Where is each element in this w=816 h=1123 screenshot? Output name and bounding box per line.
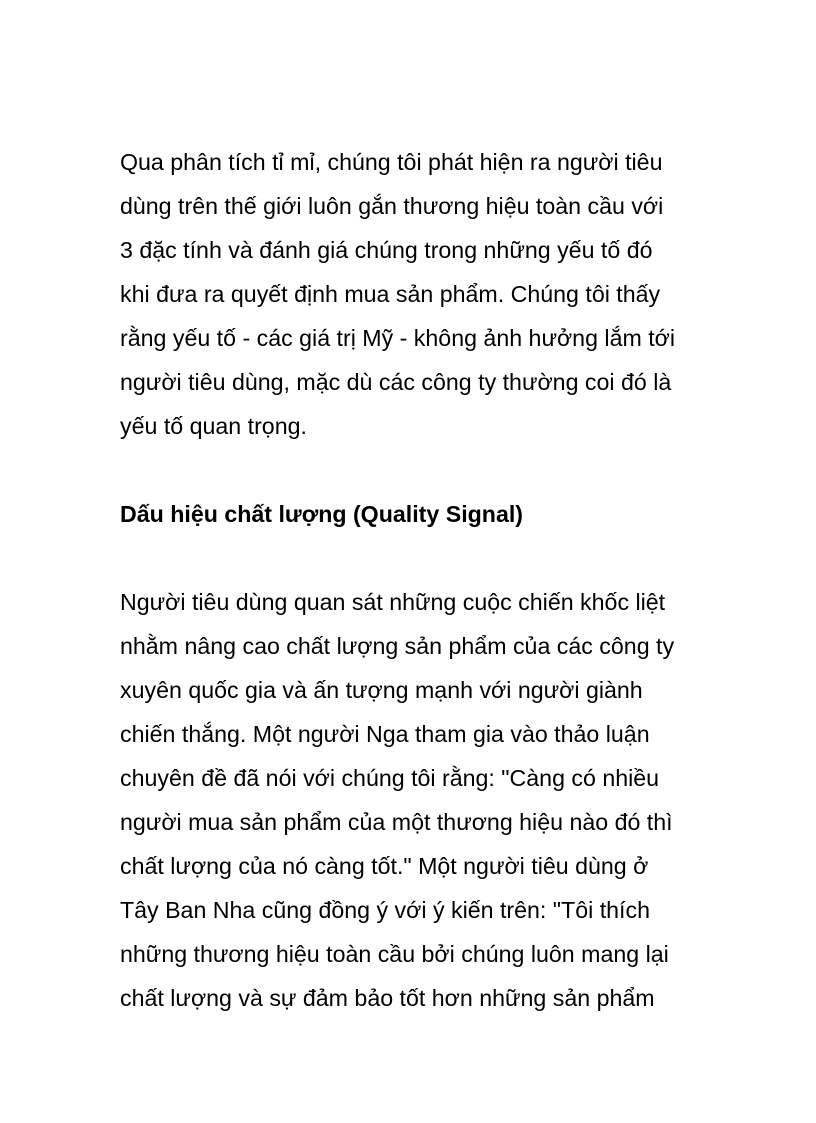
text-line: người tiêu dùng, mặc dù các công ty thường coi đó là [120,369,672,395]
paragraph-spacer [120,536,720,580]
text-line: Tây Ban Nha cũng đồng ý với ý kiến trên: "Tôi thích [120,897,650,923]
paragraph-quality-signal [120,580,720,1020]
text-line: Qua phân tích tỉ mỉ, chúng tôi phát hiện ra người tiêu [120,149,663,175]
text-line: Người tiêu dùng quan sát những cuộc chiến khốc liệt [120,589,666,615]
paragraph-spacer [120,448,720,492]
text-line: yếu tố quan trọng. [120,413,307,439]
section-heading-block [120,492,720,536]
text-line: dùng trên thế giới luôn gắn thương hiệu toàn cầu với [120,193,664,219]
text-line: 3 đặc tính và đánh giá chúng trong những yếu tố đó [120,237,653,263]
document-body [120,140,720,1020]
text-line: chất lượng và sự đảm bảo tốt hơn những sản phẩm [120,985,655,1011]
text-line: chuyên đề đã nói với chúng tôi rằng: "Càng có nhiều [120,765,660,791]
text-line: xuyên quốc gia và ấn tượng mạnh với người giành [120,677,643,703]
section-heading: Dấu hiệu chất lượng (Quality Signal) [120,501,524,527]
text-line: những thương hiệu toàn cầu bởi chúng luôn mang lại [120,941,669,967]
text-line: khi đưa ra quyết định mua sản phẩm. Chúng tôi thấy [120,281,661,307]
text-line: nhằm nâng cao chất lượng sản phẩm của các công ty [120,633,675,659]
text-line: chất lượng của nó càng tốt." Một người tiêu dùng ở [120,853,649,879]
paragraph-intro [120,140,720,448]
text-line: người mua sản phẩm của một thương hiệu nào đó thì [120,809,673,835]
text-line: rằng yếu tố - các giá trị Mỹ - không ảnh hưởng lắm tới [120,325,676,351]
text-line: chiến thắng. Một người Nga tham gia vào thảo luận [120,721,650,747]
